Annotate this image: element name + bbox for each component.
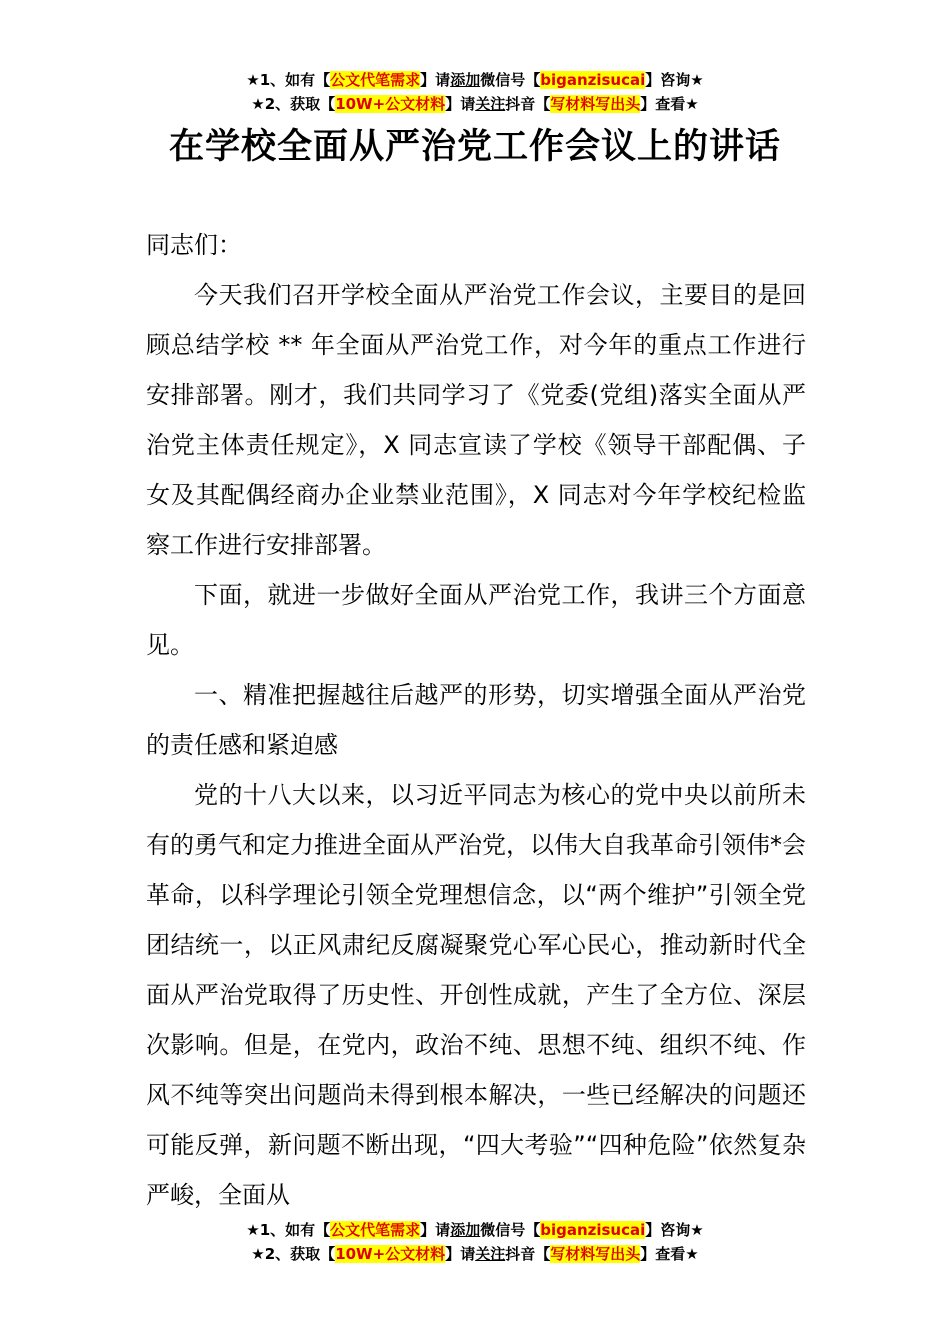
highlight-wechat-id: biganzisucai (540, 71, 646, 89)
highlight-wechat-id: biganzisucai (540, 1221, 646, 1239)
document-body (146, 220, 806, 1220)
banner-line-1: ★1、如有【公文代笔需求】请添加微信号【biganzisucai】咨询★ (246, 71, 704, 89)
highlight-douyin-id: 写材料写出头 (550, 95, 641, 113)
highlight-service: 公文代笔需求 (330, 1221, 421, 1239)
highlight-materials: 10W+公文材料 (335, 1245, 446, 1263)
highlight-service: 公文代笔需求 (330, 71, 421, 89)
document-title: 在学校全面从严治党工作会议上的讲话 (168, 127, 781, 167)
banner-line-2: ★2、获取【10W+公文材料】请关注抖音【写材料写出头】查看★ (251, 95, 699, 113)
highlight-materials: 10W+公文材料 (335, 95, 446, 113)
section-heading-1: 一、精准把握越往后越严的形势，切实增强全面从严治党的责任感和紧迫感 (146, 681, 806, 759)
header-banner (0, 68, 950, 116)
footer-line-1: ★1、如有【公文代笔需求】请添加微信号【biganzisucai】咨询★ (246, 1221, 704, 1239)
paragraph-intro: 今天我们召开学校全面从严治党工作会议，主要目的是回顾总结学校 ** 年全面从严治党工作，对今年的重点工作进行安排部署。刚才，我们共同学习了《党委(党组)落实全面从严治党主体责任规定》，X 同志宣读了学校《领导干部配偶、子女及其配偶经商办企业禁业范围》，X 同志对今年学校纪检监察工作进行安排部署。 (146, 281, 806, 559)
paragraph-section-1: 党的十八大以来，以习近平同志为核心的党中央以前所未有的勇气和定力推进全面从严治党，以伟大自我革命引领伟*会革命，以科学理论引领全党理想信念，以“两个维护”引领全党团结统一，以正风肃纪反腐凝聚党心军心民心，推动新时代全面从严治党取得了历史性、开创性成就，产生了全方位、深层次影响。但是，在党内，政治不纯、思想不纯、组织不纯、作风不纯等突出问题尚未得到根本解决，一些已经解决的问题还可能反弹，新问题不断出现，“四大考验”“四种危险”依然复杂严峻，全面从 (146, 781, 806, 1209)
footer-banner (0, 1218, 950, 1266)
footer-line-2: ★2、获取【10W+公文材料】请关注抖音【写材料写出头】查看★ (251, 1245, 699, 1263)
highlight-douyin-id: 写材料写出头 (550, 1245, 641, 1263)
salutation: 同志们： (146, 231, 242, 259)
paragraph-outline: 下面，就进一步做好全面从严治党工作，我讲三个方面意见。 (146, 581, 806, 659)
